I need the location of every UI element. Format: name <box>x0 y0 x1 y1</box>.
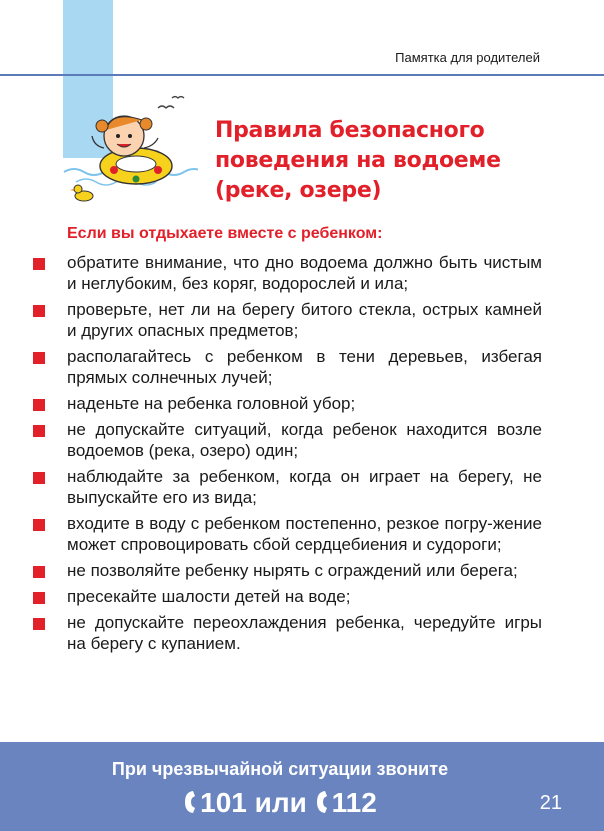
list-item <box>30 513 542 555</box>
rule-text: не позволяйте ребенку нырять с ограждений или берега; <box>67 561 518 580</box>
rules-list <box>30 252 542 659</box>
phone-icon <box>183 789 199 815</box>
list-item <box>30 560 542 581</box>
list-item <box>30 299 542 341</box>
header-divider <box>0 74 604 76</box>
emergency-number-112: 112 <box>331 787 377 818</box>
bullet-square-icon <box>33 566 45 578</box>
rule-text: обратите внимание, что дно водоема должно быть чистым и неглубоким, без коряг, водорослей и ила; <box>67 253 542 293</box>
list-item <box>30 586 542 607</box>
page-number: 21 <box>539 792 562 814</box>
or-label: или <box>254 787 307 818</box>
list-item <box>30 466 542 508</box>
rule-text: не допускайте переохлаждения ребенка, чередуйте игры на берегу с купанием. <box>67 613 542 653</box>
bullet-square-icon <box>33 618 45 630</box>
child-swimming-illustration <box>58 94 198 204</box>
bullet-square-icon <box>33 519 45 531</box>
list-item <box>30 393 542 414</box>
bullet-square-icon <box>33 425 45 437</box>
title-line: поведения на водоеме <box>215 148 501 173</box>
emergency-numbers <box>0 787 560 819</box>
rule-text: не допускайте ситуаций, когда ребенок находится возле водоемов (река, озеро) один; <box>67 420 542 460</box>
bullet-square-icon <box>33 592 45 604</box>
title-line: Правила безопасного <box>215 118 485 143</box>
rule-text: проверьте, нет ли на берегу битого стекла, острых камней и других опасных предметов; <box>67 300 542 340</box>
section-subtitle: Если вы отдыхаете вместе с ребенком: <box>67 225 383 242</box>
list-item <box>30 419 542 461</box>
rule-text: пресекайте шалости детей на воде; <box>67 587 351 606</box>
bullet-square-icon <box>33 472 45 484</box>
emergency-number-101: 101 <box>200 787 247 818</box>
rule-text: входите в воду с ребенком постепенно, резкое погру-жение может спровоцировать сбой сердцебиения и судороги; <box>67 514 542 554</box>
phone-icon <box>315 789 331 815</box>
rule-text: располагайтесь с ребенком в тени деревьев, избегая прямых солнечных лучей; <box>67 347 542 387</box>
rule-text: наденьте на ребенка головной убор; <box>67 394 356 413</box>
page-title <box>215 116 515 206</box>
title-line: (реке, озере) <box>215 178 382 203</box>
list-item <box>30 346 542 388</box>
header-label: Памятка для родителей <box>395 50 540 65</box>
bullet-square-icon <box>33 399 45 411</box>
bullet-square-icon <box>33 258 45 270</box>
bullet-square-icon <box>33 352 45 364</box>
emergency-footer <box>0 742 604 831</box>
footer-text: При чрезвычайной ситуации звоните <box>111 759 449 779</box>
bullet-square-icon <box>33 305 45 317</box>
list-item <box>30 252 542 294</box>
list-item <box>30 612 542 654</box>
rule-text: наблюдайте за ребенком, когда он играет на берегу, не выпускайте его из вида; <box>67 467 542 507</box>
